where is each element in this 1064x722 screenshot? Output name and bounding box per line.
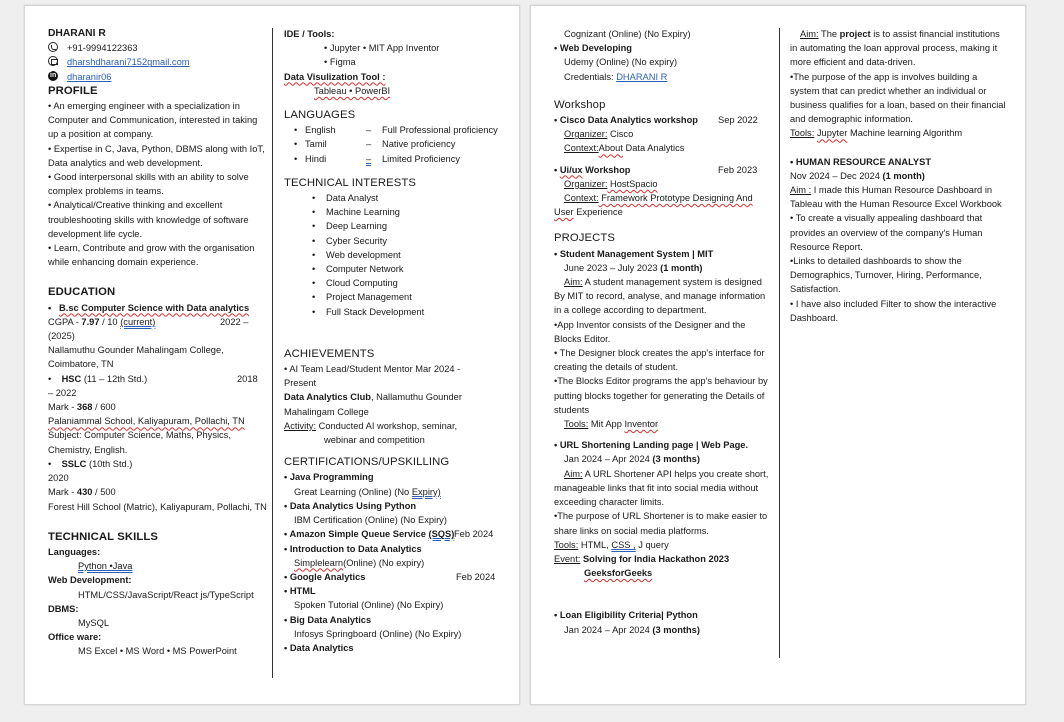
page1-column-left — [48, 27, 266, 659]
list-item: • Machine Learning — [312, 205, 512, 219]
list-item: • Web development — [312, 248, 512, 262]
phone-icon — [48, 42, 58, 52]
phone-row: +91-9994122363 — [48, 41, 266, 55]
certifications-section: • Java Programming Great Learning (Online) (No Expiry) • Data Analytics Using Python IBM Certification (Online) (No Expiry) • Amazon Simple Queue Service (SQS) Feb 2024 • Introduction to Data Analytics Simplelearn(Online) (No expiry) • Google Analytics Feb 2024 • HTML Spoken Tutorial (Online) (No Expiry) • Big Data Analytics Infosys Springboard (Online) (No Expiry) • Data Analytics — [284, 472, 496, 653]
projects-section: • Student Management System | MIT June 2023 – July 2023 (1 month) Aim: A student management system is designed By MIT to record, analyse, and manage information in a college according to department. •App Inventor consists of the Designer and the Blocks Editor. • The Designer block creates the app's interface for creating the details of student. •The Blocks Editor programs the app's behaviour by putting blocks together for generating the Details of students Tools: Mit App Inventor • URL Shortening Landing page | Web Page. Jan 2024 – Apr 2024 (3 months) Aim: A URL Shortener API helps you create short, manageable links that fit into social media without exceeding character limits. •The purpose of URL Shortener is to make easier to share links on social media platforms. Tools: HTML, CSS , J query Event: Solving for India Hackathon 2023 GeeksforGeeks • Loan Eligibility Criteria| Python Jan 2024 – Apr 2024 (3 months) — [554, 248, 769, 635]
workshop-section: • Cisco Data Analytics workshop Sep 2022 Organizer: Cisco Context:About Data Analytics • Ui/ux Workshop Feb 2023 Organizer: HostSpacio Context: Framework Prototype Designing And User Experience — [554, 115, 758, 218]
workshop-heading: Workshop — [554, 98, 606, 111]
linkedin-icon — [48, 71, 58, 81]
languages-heading: LANGUAGES — [284, 109, 356, 122]
ide-tools-label: IDE / Tools: — [284, 29, 335, 39]
credentials-link[interactable]: DHARANI R — [616, 71, 668, 82]
profile-text: • An emerging engineer with a specialization in Computer and Communication, interested in taking up a position at company. • Expertise in C, Java, Python, DBMS along with IoT, Data analytics and web development. • Good interpersonal skills with an ability to solve complex problems in teams. • Analytical/Creative thinking and excellent troubleshooting skills with knowledge of software development life cycle. • Learn, Contribute and grow with the organisation while enhancing domain experience. — [48, 101, 265, 268]
education-heading: EDUCATION — [48, 286, 116, 299]
technical-interests-list — [284, 191, 512, 319]
mail-icon — [48, 56, 58, 66]
page1-column-right: IDE / Tools: • Jupyter • MIT App Inventor • Figma Data Visulization Tool : Tableau • PowerBI LANGUAGES • English – Full Professional proficiency • Tamil – Native proficiency • Hindi – Limited Proficiency TECHNICAL INTERESTS • Data Analyst • Machine Learning • Deep Learning • Cyber Security • Web development • Computer Network • Cloud Computing • Project Management • Full Stack Development ACHIEVEMENTS • AI Team Lead/Student Mentor Mar 2024 - Present Data Analytics Club, Nallamuthu Gounder Mahalingam College Activity: Conducted AI workshop, seminar, webinar and competition CERTIFICATIONS/UPSKILLING • Java Programming Great Learning (Online) (No Expiry) • Data Analytics Using Python IBM Certification (Online) (No Expiry) • Amazon Simple Queue Service (SQS) Feb 2024 • Introduction to Data Analytics Simplelearn(Online) (No expiry) • Google Analytics Feb 2024 • HTML Spoken Tutorial (Online) (No Expiry) • Big Data Analytics Infosys Springboard (Online) (No Expiry) • Data Analytics — [284, 27, 512, 655]
list-item: • Full Stack Development — [312, 305, 512, 319]
languages-list: • English – Full Professional proficiency • Tamil – Native proficiency • Hindi – Limited Proficiency — [294, 125, 498, 164]
list-item: • Data Analyst — [312, 191, 512, 205]
education-section: • B.sc Computer Science with Data analytics CGPA - 7.97 / 10 (current) 2022 – (2025) Nallamuthu Gounder Mahalingam College, Coimbatore, TN • HSC (11 – 12th Std.) 2018 – 2022 Mark - 368 / 600 Palaniammal School, Kaliyapuram, Pollachi, TN Subject: Computer Science, Maths, Physics, Chemistry, English. • SSLC (10th Std.) 2020 Mark - 430 / 500 Forest Hill School (Matric), Kaliyapuram, Pollachi, TN — [48, 302, 267, 512]
list-item: • Project Management — [312, 290, 512, 304]
list-item: • Deep Learning — [312, 219, 512, 233]
list-item: • Computer Network — [312, 262, 512, 276]
candidate-name: DHARANI R — [48, 28, 106, 39]
resume-page-2 — [530, 5, 1026, 705]
list-item: • Cyber Security — [312, 234, 512, 248]
column-divider — [779, 28, 780, 658]
column-divider — [272, 28, 273, 678]
page2-column-right: Aim: The project is to assist financial institutions in automating the loan approval process, making it more efficient and data-driven. •The purpose of the app is involves building a system that can predict whether an individual or business qualifies for a loan, based on their financial and demographic information. Tools: Jupyter Machine learning Algorithm • HUMAN RESOURCE ANALYST Nov 2024 – Dec 2024 (1 month) Aim : I made this Human Resource Dashboard in Tableau with the Human Resource Excel Workbook • To create a visually appealing dashboard that provides an overview of the company's Human Resource Report. •Links to detailed dashboards to show the Demographics, Turnover, Hiring, Performance, Satisfaction. • I have also included Filter to show the interactive Dashboard. — [790, 29, 1006, 323]
achievements-section: • AI Team Lead/Student Mentor Mar 2024 - Present Data Analytics Club, Nallamuthu Gounder Mahalingam College Activity: Conducted AI workshop, seminar, webinar and competition — [284, 364, 462, 446]
technical-skills-section: Languages: Python •Java Web Development: HTML/CSS/JavaScript/React js/TypeScript DBMS: MySQL Office ware: MS Excel • MS Word • MS PowerPoint — [48, 546, 254, 657]
email-link[interactable]: dharshdharani7152gmail.com — [67, 57, 190, 68]
resume-page-1 — [24, 5, 520, 705]
technical-interests-heading: TECHNICAL INTERESTS — [284, 176, 417, 189]
page2-column-left: Cognizant (Online) (No Expiry) • Web Developing Udemy (Online) (No expiry) Credentials: DHARANI R Workshop • Cisco Data Analytics workshop Sep 2022 Organizer: Cisco Context:About Data Analytics • Ui/ux Workshop Feb 2023 Organizer: HostSpacio Context: Framework Prototype Designing And User Experience PROJECTS • Student Management System | MIT June 2023 – July 2023 (1 month) Aim: A student management system is designed By MIT to record, analyse, and manage information in a college according to department. •App Inventor consists of the Designer and the Blocks Editor. • The Designer block creates the app's interface for creating the details of student. •The Blocks Editor programs the app's behaviour by putting blocks together for generating the Details of students Tools: Mit App Inventor • URL Shortening Landing page | Web Page. Jan 2024 – Apr 2024 (3 months) Aim: A URL Shortener API helps you create short, manageable links that fit into social media without exceeding character limits. •The purpose of URL Shortener is to make easier to share links on social media platforms. Tools: HTML, CSS , J query Event: Solving for India Hackathon 2023 GeeksforGeeks • Loan Eligibility Criteria| Python Jan 2024 – Apr 2024 (3 months) — [554, 27, 774, 637]
linkedin-link[interactable]: dharanir06 — [67, 71, 112, 82]
certifications-heading: CERTIFICATIONS/UPSKILLING — [284, 456, 450, 469]
list-item: • Cloud Computing — [312, 276, 512, 290]
email-row[interactable] — [48, 55, 266, 69]
projects-heading: PROJECTS — [554, 232, 616, 245]
linkedin-row[interactable] — [48, 70, 266, 84]
profile-heading: PROFILE — [48, 84, 98, 97]
technical-skills-heading: TECHNICAL SKILLS — [48, 530, 158, 543]
achievements-heading: ACHIEVEMENTS — [284, 347, 375, 360]
